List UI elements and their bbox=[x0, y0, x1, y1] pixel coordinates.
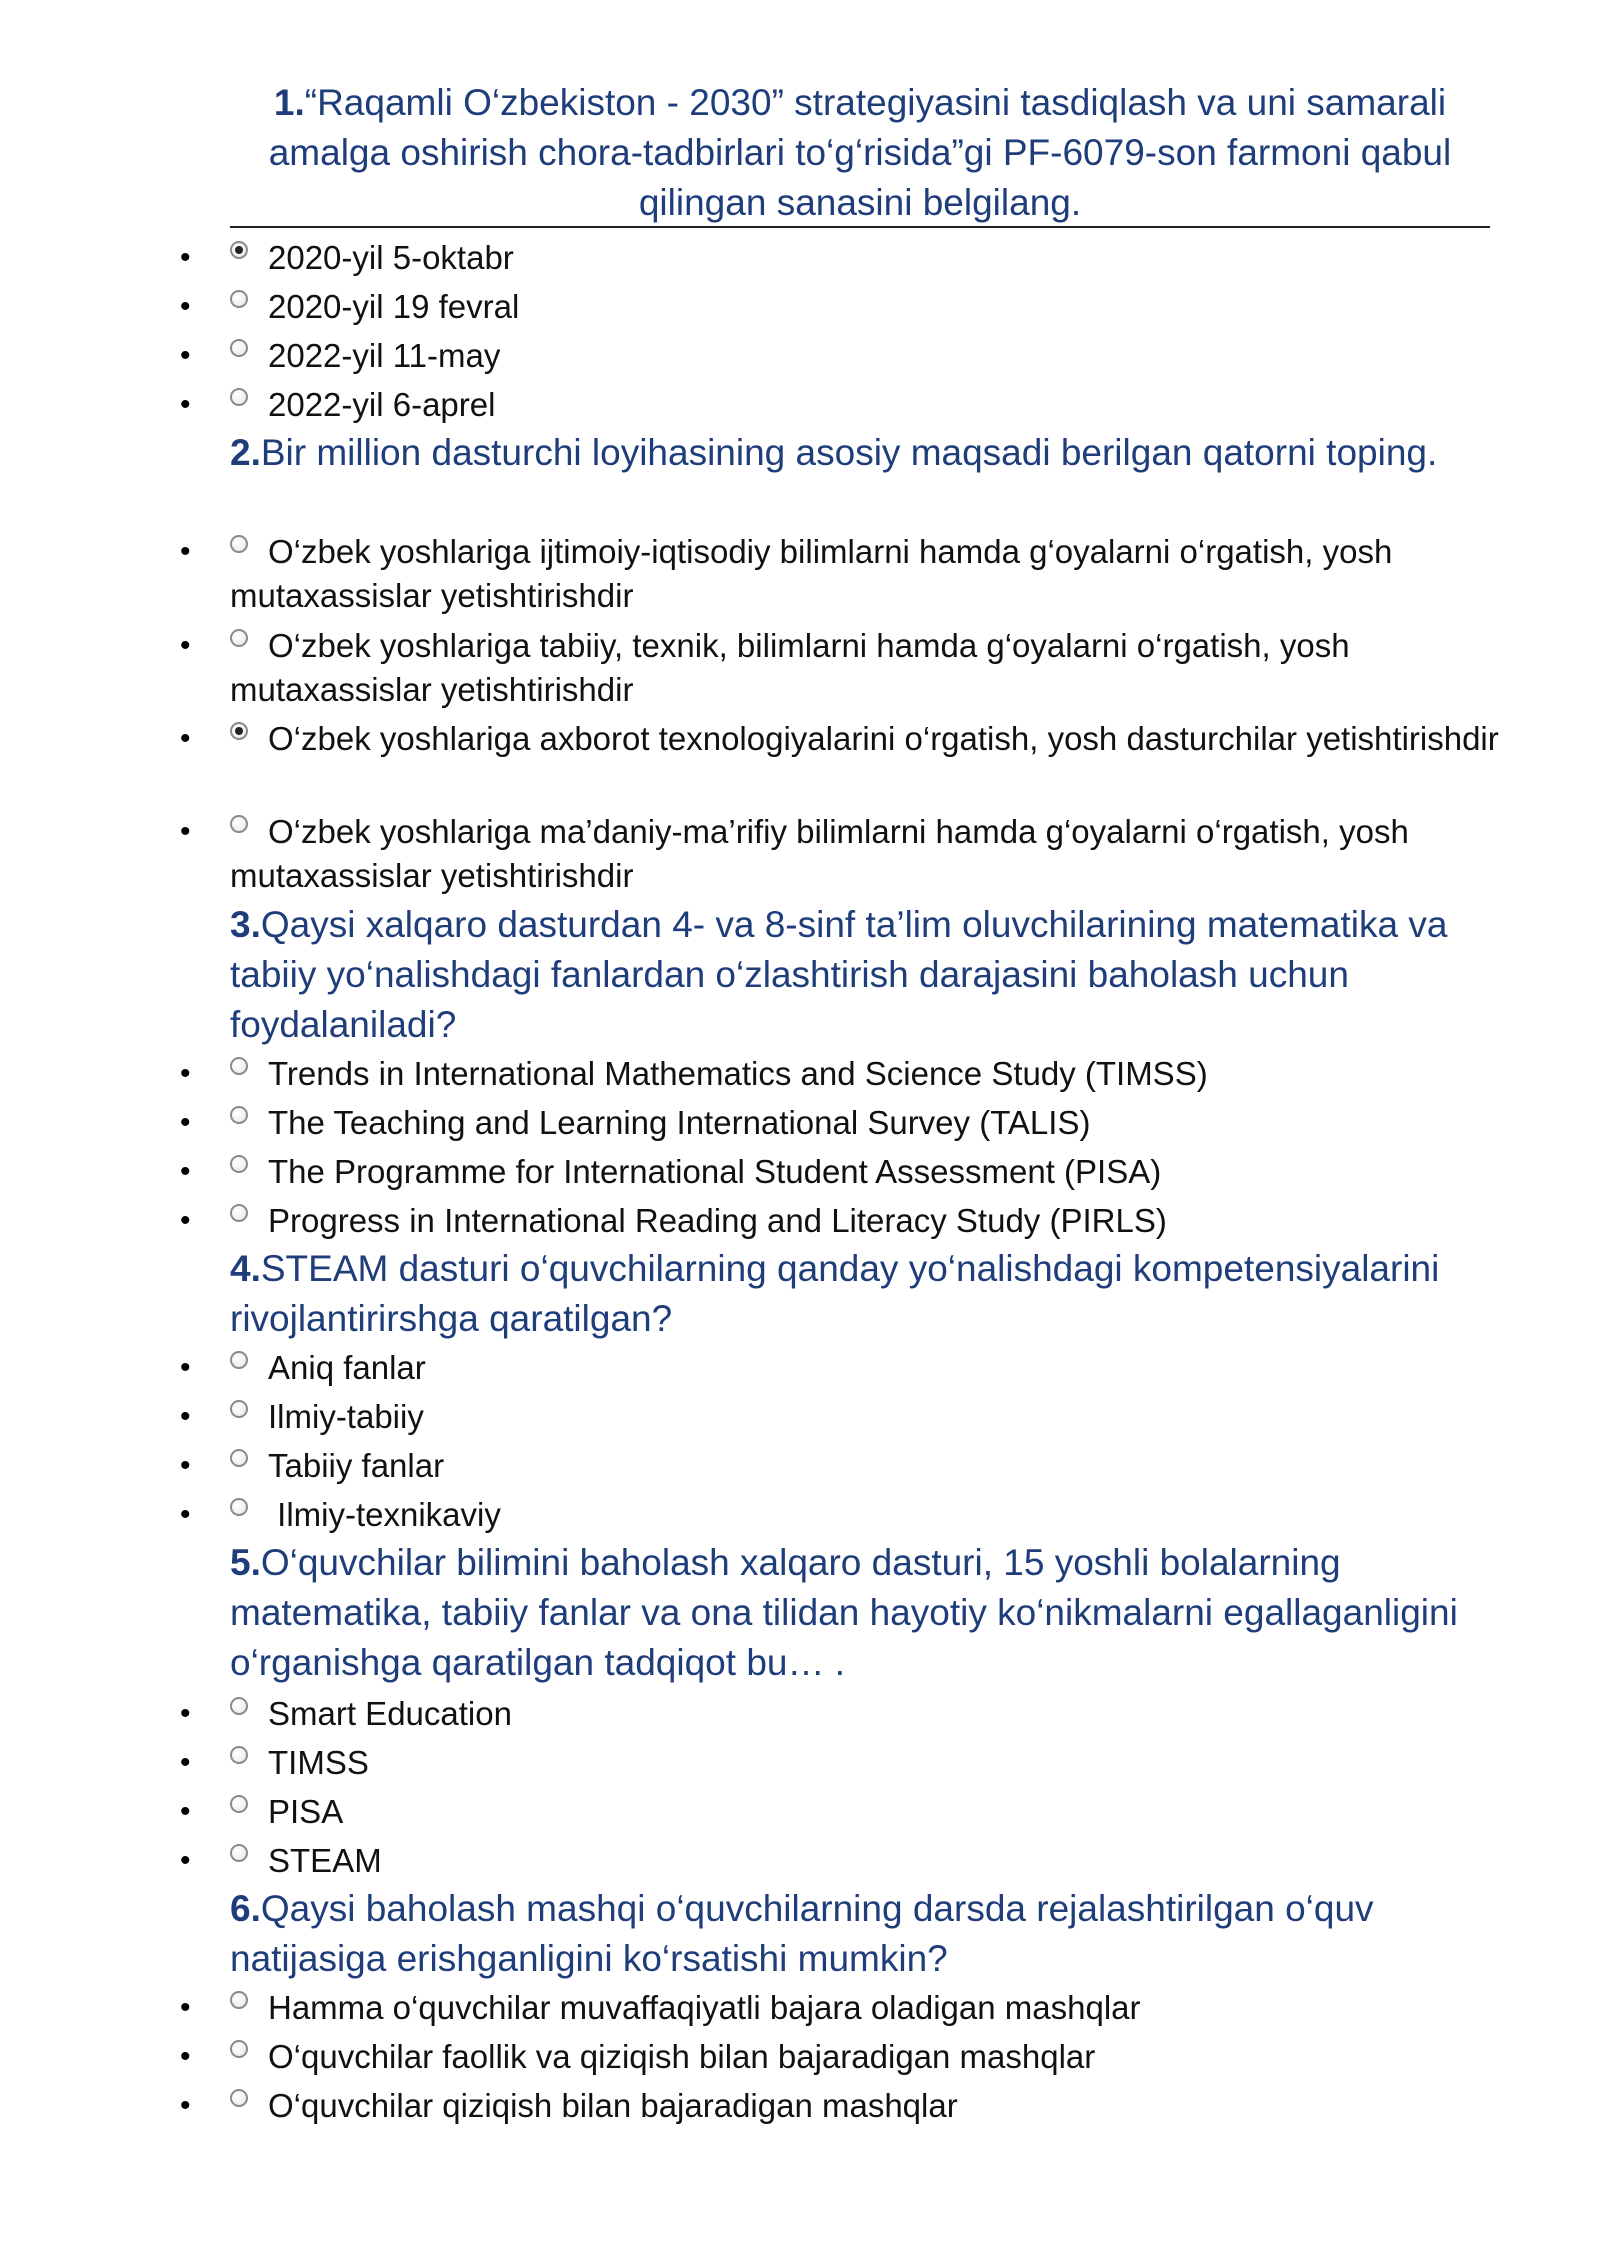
question-number: 3. bbox=[230, 904, 261, 945]
radio-icon[interactable] bbox=[230, 1498, 248, 1516]
option-label: TIMSS bbox=[268, 1744, 369, 1781]
bullet-icon: • bbox=[180, 241, 191, 274]
question-number: 4. bbox=[230, 1248, 261, 1289]
divider bbox=[230, 226, 1490, 228]
option-row[interactable] bbox=[180, 1692, 1500, 1736]
option-row[interactable] bbox=[180, 1199, 1500, 1243]
radio-icon[interactable] bbox=[230, 1795, 248, 1813]
option-row[interactable] bbox=[180, 285, 1500, 329]
bullet-icon: • bbox=[180, 290, 191, 323]
option-label: STEAM bbox=[268, 1842, 382, 1879]
option-row[interactable] bbox=[180, 717, 1500, 761]
option-row[interactable] bbox=[180, 1052, 1500, 1096]
radio-icon[interactable] bbox=[230, 815, 248, 833]
question-number: 1. bbox=[273, 82, 305, 123]
option-row[interactable] bbox=[180, 1741, 1500, 1785]
option-label: The Teaching and Learning International Survey (TALIS) bbox=[268, 1104, 1091, 1141]
option-row[interactable] bbox=[180, 1790, 1500, 1834]
option-label: O‘quvchilar faollik va qiziqish bilan bajaradigan mashqlar bbox=[268, 2038, 1096, 2075]
question-text: Qaysi xalqaro dasturdan 4- va 8-sinf ta’lim oluvchilarining matematika va tabiiy yo‘nalishdagi fanlardan o‘zlashtirish darajasini baholash uchun foydalaniladi? bbox=[230, 904, 1448, 1045]
option-label: Smart Education bbox=[268, 1695, 512, 1732]
radio-icon[interactable] bbox=[230, 1844, 248, 1862]
question-text: Qaysi baholash mashqi o‘quvchilarning darsda rejalashtirilgan o‘quv natijasiga erishganligini ko‘rsatishi mumkin? bbox=[230, 1888, 1374, 1979]
option-label: O‘zbek yoshlariga ijtimoiy-iqtisodiy bilimlarni hamda g‘oyalarni o‘rgatish, yosh mutaxassislar yetishtirishdir bbox=[230, 533, 1393, 614]
option-label: The Programme for International Student Assessment (PISA) bbox=[268, 1153, 1162, 1190]
option-row[interactable] bbox=[180, 1395, 1500, 1439]
radio-icon[interactable] bbox=[230, 1204, 248, 1222]
option-row[interactable] bbox=[180, 1493, 1500, 1537]
bullet-icon: • bbox=[180, 1991, 191, 2024]
bullet-icon: • bbox=[180, 722, 191, 755]
question-2-title bbox=[230, 428, 1500, 478]
option-row[interactable] bbox=[180, 334, 1500, 378]
bullet-icon: • bbox=[180, 1400, 191, 1433]
option-row[interactable] bbox=[180, 1346, 1500, 1390]
option-row[interactable] bbox=[180, 236, 1500, 280]
radio-icon[interactable] bbox=[230, 1400, 248, 1418]
radio-icon[interactable] bbox=[230, 2040, 248, 2058]
option-row[interactable] bbox=[180, 383, 1500, 427]
option-row[interactable] bbox=[180, 810, 1500, 898]
bullet-icon: • bbox=[180, 1795, 191, 1828]
bullet-icon: • bbox=[180, 629, 191, 662]
radio-icon[interactable] bbox=[230, 629, 248, 647]
radio-icon[interactable] bbox=[230, 290, 248, 308]
bullet-icon: • bbox=[180, 1844, 191, 1877]
radio-icon[interactable] bbox=[230, 388, 248, 406]
bullet-icon: • bbox=[180, 1449, 191, 1482]
question-1-title bbox=[230, 78, 1490, 228]
radio-icon[interactable] bbox=[230, 2089, 248, 2107]
option-row[interactable] bbox=[180, 1101, 1500, 1145]
bullet-icon: • bbox=[180, 2040, 191, 2073]
option-label: O‘quvchilar qiziqish bilan bajaradigan mashqlar bbox=[268, 2087, 958, 2124]
question-text: Bir million dasturchi loyihasining asosiy maqsadi berilgan qatorni toping. bbox=[260, 432, 1438, 473]
option-label: Hamma o‘quvchilar muvaffaqiyatli bajara oladigan mashqlar bbox=[268, 1989, 1141, 2026]
option-row[interactable] bbox=[180, 1839, 1500, 1883]
bullet-icon: • bbox=[180, 339, 191, 372]
option-row[interactable] bbox=[180, 530, 1500, 618]
option-row[interactable] bbox=[180, 2084, 1500, 2128]
radio-icon[interactable] bbox=[230, 1449, 248, 1467]
option-label: Aniq fanlar bbox=[268, 1349, 426, 1386]
radio-icon[interactable] bbox=[230, 1106, 248, 1124]
option-row[interactable] bbox=[180, 1986, 1500, 2030]
radio-icon[interactable] bbox=[230, 1155, 248, 1173]
bullet-icon: • bbox=[180, 815, 191, 848]
bullet-icon: • bbox=[180, 388, 191, 421]
bullet-icon: • bbox=[180, 1351, 191, 1384]
bullet-icon: • bbox=[180, 1204, 191, 1237]
radio-checked-icon[interactable] bbox=[230, 241, 248, 259]
bullet-icon: • bbox=[180, 535, 191, 568]
bullet-icon: • bbox=[180, 1498, 191, 1531]
radio-icon[interactable] bbox=[230, 1057, 248, 1075]
question-text: O‘quvchilar bilimini baholash xalqaro dasturi, 15 yoshli bolalarning matematika, tabiiy fanlar va ona tilidan hayotiy ko‘nikmalarni egallaganligini o‘rganishga qaratilgan tadqiqot bu… . bbox=[230, 1542, 1458, 1683]
question-4-title bbox=[230, 1244, 1500, 1344]
radio-icon[interactable] bbox=[230, 1746, 248, 1764]
bullet-icon: • bbox=[180, 2089, 191, 2122]
question-3-title bbox=[230, 900, 1500, 1050]
option-label: O‘zbek yoshlariga axborot texnologiyalarini o‘rgatish, yosh dasturchilar yetishtirishdir bbox=[268, 720, 1499, 757]
bullet-icon: • bbox=[180, 1697, 191, 1730]
bullet-icon: • bbox=[180, 1746, 191, 1779]
question-5-title bbox=[230, 1538, 1500, 1688]
option-row[interactable] bbox=[180, 1444, 1500, 1488]
radio-checked-icon[interactable] bbox=[230, 722, 248, 740]
option-label: 2022-yil 6-aprel bbox=[268, 386, 496, 423]
bullet-icon: • bbox=[180, 1106, 191, 1139]
option-label: PISA bbox=[268, 1793, 344, 1830]
radio-icon[interactable] bbox=[230, 1991, 248, 2009]
option-label: O‘zbek yoshlariga tabiiy, texnik, bilimlarni hamda g‘oyalarni o‘rgatish, yosh mutaxassislar yetishtirishdir bbox=[230, 627, 1350, 708]
option-row[interactable] bbox=[180, 624, 1500, 712]
radio-icon[interactable] bbox=[230, 1697, 248, 1715]
option-label: Trends in International Mathematics and Science Study (TIMSS) bbox=[268, 1055, 1208, 1092]
bullet-icon: • bbox=[180, 1057, 191, 1090]
question-text: STEAM dasturi o‘quvchilarning qanday yo‘nalishdagi kompetensiyalarini rivojlantirirshga qaratilgan? bbox=[230, 1248, 1440, 1339]
option-label: Ilmiy-texnikaviy bbox=[268, 1496, 501, 1533]
question-text: “Raqamli O‘zbekiston - 2030” strategiyasini tasdiqlash va uni samarali amalga oshirish chora-tadbirlari to‘g‘risida”gi PF-6079-son farmoni qabul qilingan sanasini belgilang. bbox=[268, 82, 1452, 223]
radio-icon[interactable] bbox=[230, 339, 248, 357]
question-number: 5. bbox=[230, 1542, 261, 1583]
question-number: 6. bbox=[230, 1888, 261, 1929]
question-number: 2. bbox=[230, 432, 261, 473]
bullet-icon: • bbox=[180, 1155, 191, 1188]
option-label: Progress in International Reading and Literacy Study (PIRLS) bbox=[268, 1202, 1167, 1239]
option-label: Tabiiy fanlar bbox=[268, 1447, 445, 1484]
option-label: 2020-yil 19 fevral bbox=[268, 288, 520, 325]
option-label: 2022-yil 11-may bbox=[268, 337, 501, 374]
radio-icon[interactable] bbox=[230, 535, 248, 553]
question-6-title bbox=[230, 1884, 1500, 1984]
radio-icon[interactable] bbox=[230, 1351, 248, 1369]
option-row[interactable] bbox=[180, 2035, 1500, 2079]
option-row[interactable] bbox=[180, 1150, 1500, 1194]
option-label: Ilmiy-tabiiy bbox=[268, 1398, 424, 1435]
option-label: O‘zbek yoshlariga ma’daniy-ma’rifiy bilimlarni hamda g‘oyalarni o‘rgatish, yosh mutaxassislar yetishtirishdir bbox=[230, 813, 1409, 894]
option-label: 2020-yil 5-oktabr bbox=[268, 239, 514, 276]
